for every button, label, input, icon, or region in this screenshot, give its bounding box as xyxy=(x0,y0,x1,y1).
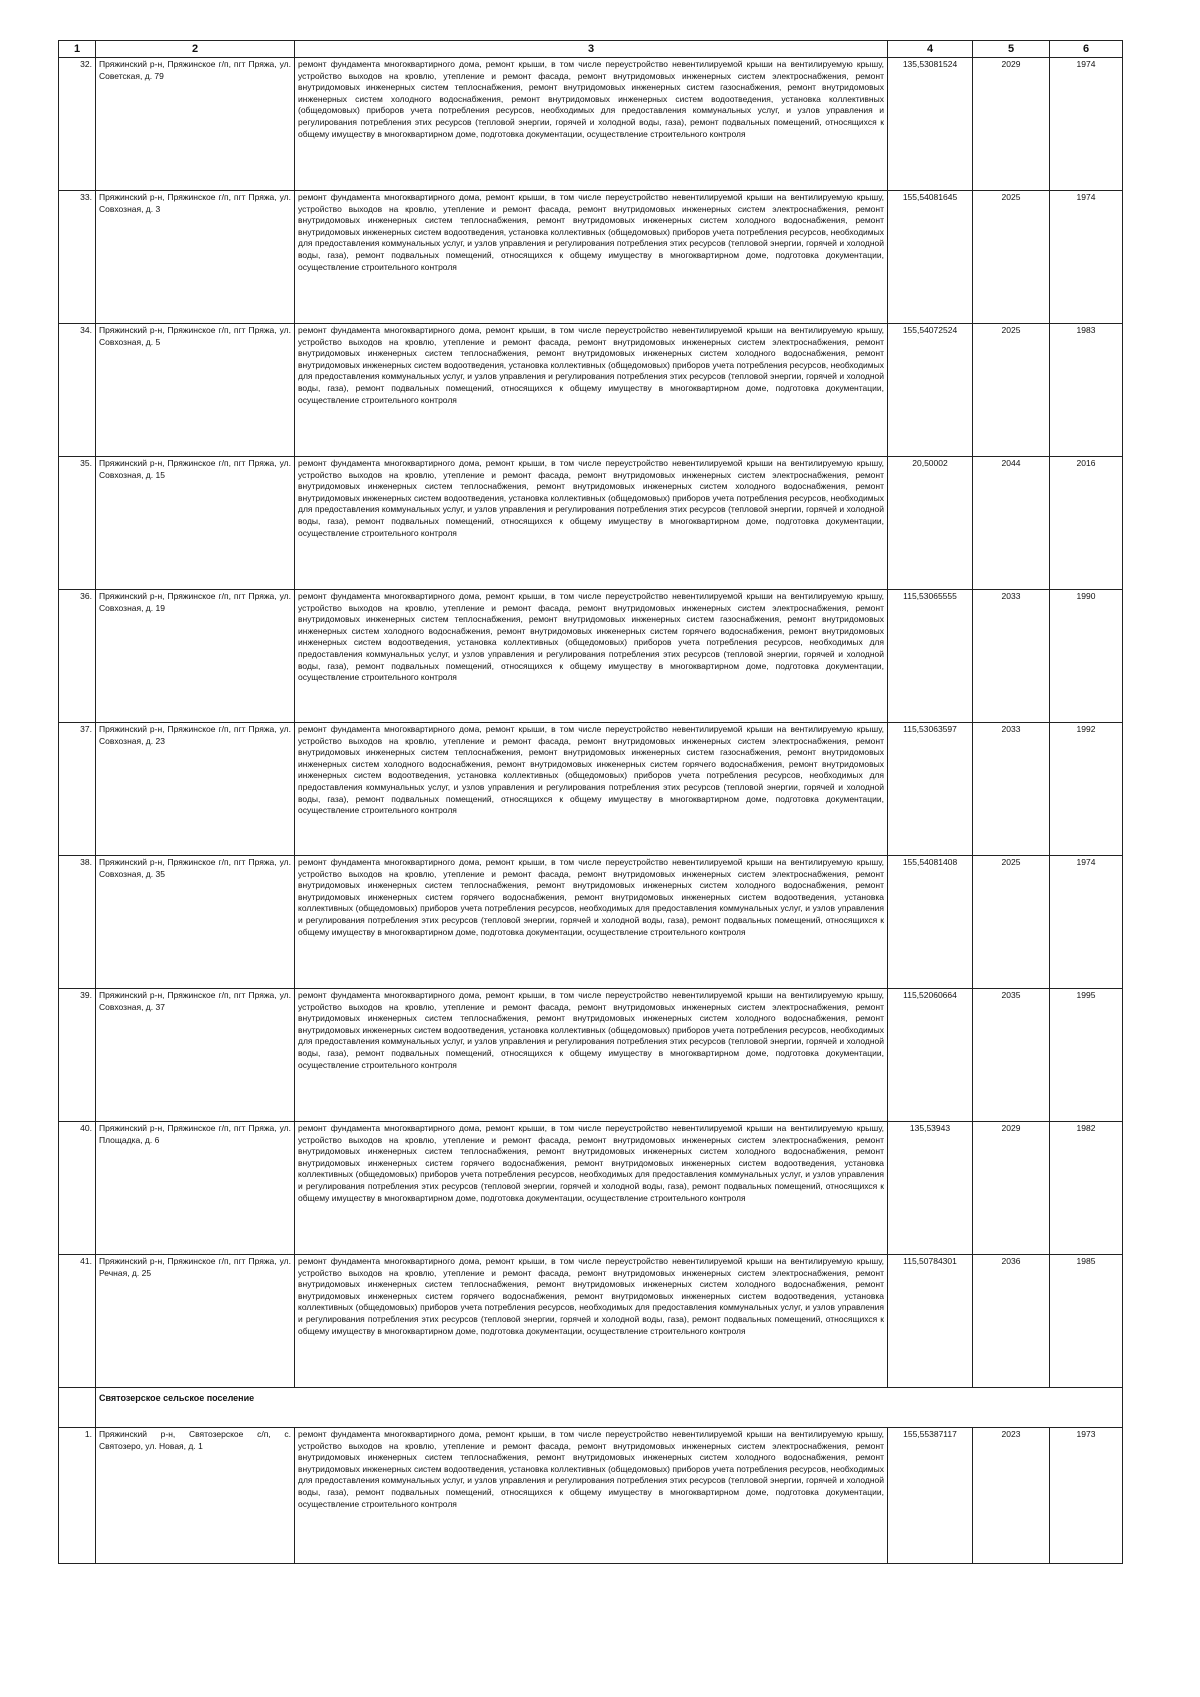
row-year-repair: 2029 xyxy=(973,58,1050,191)
row-number: 33. xyxy=(59,191,96,324)
capital-repair-table xyxy=(58,40,1123,1564)
section-number-cell xyxy=(59,1388,96,1428)
table-row xyxy=(59,191,1123,324)
row-address: Пряжинский р-н, Пряжинское г/п, пгт Пряжа, ул. Совхозная, д. 15 xyxy=(96,457,295,590)
section-title: Святозерское сельское поселение xyxy=(96,1388,1123,1428)
row-cost: 155,54081408 xyxy=(888,856,973,989)
section-header-row xyxy=(59,1388,1123,1428)
row-number: 34. xyxy=(59,324,96,457)
table-row xyxy=(59,1122,1123,1255)
row-year-built: 1974 xyxy=(1050,191,1123,324)
row-year-built: 2016 xyxy=(1050,457,1123,590)
row-address: Пряжинский р-н, Пряжинское г/п, пгт Пряжа, ул. Совхозная, д. 5 xyxy=(96,324,295,457)
document-page xyxy=(58,40,1122,1564)
row-number: 37. xyxy=(59,723,96,856)
row-address: Пряжинский р-н, Пряжинское г/п, пгт Пряжа, ул. Совхозная, д. 19 xyxy=(96,590,295,723)
row-works: ремонт фундамента многоквартирного дома, ремонт крыши, в том числе переустройство невентилируемой крыши на вентилируемую крышу, устройство выходов на кровлю, утепление и ремонт фасада, ремонт внутридомовых инженерных систем электроснабжения, ремонт внутридомовых инженерных систем теплоснабжения, ремонт внутридомовых инженерных систем холодного водоснабжения, ремонт внутридомовых инженерных систем водоотведения, установка коллективных (общедомовых) приборов учета потребления ресурсов, необходимых для предоставления коммунальных услуг, и узлов управления и регулирования потребления этих ресурсов (тепловой энергии, горячей и холодной воды, газа), ремонт подвальных помещений, относящихся к общему имуществу в многоквартирном доме, подготовка документации, осуществление строительного контроля xyxy=(295,1428,888,1564)
row-works: ремонт фундамента многоквартирного дома, ремонт крыши, в том числе переустройство невентилируемой крыши на вентилируемую крышу, устройство выходов на кровлю, утепление и ремонт фасада, ремонт внутридомовых инженерных систем электроснабжения, ремонт внутридомовых инженерных систем теплоснабжения, ремонт внутридомовых инженерных систем холодного водоснабжения, ремонт внутридомовых инженерных систем горячего водоснабжения, ремонт внутридомовых инженерных систем водоотведения, установка коллективных (общедомовых) приборов учета потребления ресурсов, необходимых для предоставления коммунальных услуг, и узлов управления и регулирования потребления этих ресурсов (тепловой энергии, горячей и холодной воды, газа), ремонт подвальных помещений, относящихся к общему имуществу в многоквартирном доме, подготовка документации, осуществление строительного контроля xyxy=(295,1255,888,1388)
table-row xyxy=(59,58,1123,191)
column-header-1: 1 xyxy=(59,41,96,58)
row-address: Пряжинский р-н, Пряжинское г/п, пгт Пряжа, ул. Совхозная, д. 37 xyxy=(96,989,295,1122)
row-year-repair: 2023 xyxy=(973,1428,1050,1564)
row-year-built: 1982 xyxy=(1050,1122,1123,1255)
row-address: Пряжинский р-н, Пряжинское г/п, пгт Пряжа, ул. Советская, д. 79 xyxy=(96,58,295,191)
row-year-repair: 2044 xyxy=(973,457,1050,590)
row-number: 32. xyxy=(59,58,96,191)
row-address: Пряжинский р-н, Святозерское с/п, с. Святозеро, ул. Новая, д. 1 xyxy=(96,1428,295,1564)
table-row xyxy=(59,457,1123,590)
row-works: ремонт фундамента многоквартирного дома, ремонт крыши, в том числе переустройство невентилируемой крыши на вентилируемую крышу, устройство выходов на кровлю, утепление и ремонт фасада, ремонт внутридомовых инженерных систем электроснабжения, ремонт внутридомовых инженерных систем теплоснабжения, ремонт внутридомовых инженерных систем холодного водоснабжения, ремонт внутридомовых инженерных систем горячего водоснабжения, ремонт внутридомовых инженерных систем водоотведения, установка коллективных (общедомовых) приборов учета потребления ресурсов, необходимых для предоставления коммунальных услуг, и узлов управления и регулирования потребления этих ресурсов (тепловой энергии, горячей и холодной воды, газа), ремонт подвальных помещений, относящихся к общему имуществу в многоквартирном доме, подготовка документации, осуществление строительного контроля xyxy=(295,856,888,989)
row-year-built: 1974 xyxy=(1050,58,1123,191)
table-row xyxy=(59,856,1123,989)
row-address: Пряжинский р-н, Пряжинское г/п, пгт Пряжа, ул. Совхозная, д. 23 xyxy=(96,723,295,856)
row-cost: 155,55387117 xyxy=(888,1428,973,1564)
row-cost: 155,54072524 xyxy=(888,324,973,457)
row-cost: 135,53081524 xyxy=(888,58,973,191)
column-header-5: 5 xyxy=(973,41,1050,58)
row-year-repair: 2029 xyxy=(973,1122,1050,1255)
row-year-repair: 2033 xyxy=(973,590,1050,723)
row-year-repair: 2033 xyxy=(973,723,1050,856)
row-cost: 20,50002 xyxy=(888,457,973,590)
table-row xyxy=(59,989,1123,1122)
row-year-repair: 2035 xyxy=(973,989,1050,1122)
row-works: ремонт фундамента многоквартирного дома, ремонт крыши, в том числе переустройство невентилируемой крыши на вентилируемую крышу, устройство выходов на кровлю, утепление и ремонт фасада, ремонт внутридомовых инженерных систем электроснабжения, ремонт внутридомовых инженерных систем теплоснабжения, ремонт внутридомовых инженерных систем газоснабжения, ремонт внутридомовых инженерных систем холодного водоснабжения, ремонт внутридомовых инженерных систем водоотведения, установка коллективных (общедомовых) приборов учета потребления ресурсов, необходимых для предоставления коммунальных услуг, и узлов управления и регулирования потребления этих ресурсов (тепловой энергии, горячей и холодной воды, газа), ремонт подвальных помещений, относящихся к общему имуществу в многоквартирном доме, подготовка документации, осуществление строительного контроля xyxy=(295,58,888,191)
row-number: 39. xyxy=(59,989,96,1122)
row-year-built: 1990 xyxy=(1050,590,1123,723)
row-number: 38. xyxy=(59,856,96,989)
row-year-built: 1985 xyxy=(1050,1255,1123,1388)
row-year-repair: 2025 xyxy=(973,856,1050,989)
row-works: ремонт фундамента многоквартирного дома, ремонт крыши, в том числе переустройство невентилируемой крыши на вентилируемую крышу, устройство выходов на кровлю, утепление и ремонт фасада, ремонт внутридомовых инженерных систем электроснабжения, ремонт внутридомовых инженерных систем теплоснабжения, ремонт внутридомовых инженерных систем газоснабжения, ремонт внутридомовых инженерных систем холодного водоснабжения, ремонт внутридомовых инженерных систем горячего водоснабжения, ремонт внутридомовых инженерных систем водоотведения, установка коллективных (общедомовых) приборов учета потребления ресурсов, необходимых для предоставления коммунальных услуг, и узлов управления и регулирования потребления этих ресурсов (тепловой энергии, горячей и холодной воды, газа), ремонт подвальных помещений, относящихся к общему имуществу в многоквартирном доме, подготовка документации, осуществление строительного контроля xyxy=(295,723,888,856)
row-works: ремонт фундамента многоквартирного дома, ремонт крыши, в том числе переустройство невентилируемой крыши на вентилируемую крышу, устройство выходов на кровлю, утепление и ремонт фасада, ремонт внутридомовых инженерных систем электроснабжения, ремонт внутридомовых инженерных систем теплоснабжения, ремонт внутридомовых инженерных систем холодного водоснабжения, ремонт внутридомовых инженерных систем горячего водоснабжения, ремонт внутридомовых инженерных систем водоотведения, установка коллективных (общедомовых) приборов учета потребления ресурсов, необходимых для предоставления коммунальных услуг, и узлов управления и регулирования потребления этих ресурсов (тепловой энергии, горячей и холодной воды, газа), ремонт подвальных помещений, относящихся к общему имуществу в многоквартирном доме, подготовка документации, осуществление строительного контроля xyxy=(295,1122,888,1255)
row-cost: 115,52060664 xyxy=(888,989,973,1122)
row-number: 41. xyxy=(59,1255,96,1388)
row-works: ремонт фундамента многоквартирного дома, ремонт крыши, в том числе переустройство невентилируемой крыши на вентилируемую крышу, устройство выходов на кровлю, утепление и ремонт фасада, ремонт внутридомовых инженерных систем электроснабжения, ремонт внутридомовых инженерных систем теплоснабжения, ремонт внутридомовых инженерных систем холодного водоснабжения, ремонт внутридомовых инженерных систем водоотведения, установка коллективных (общедомовых) приборов учета потребления ресурсов, необходимых для предоставления коммунальных услуг, и узлов управления и регулирования потребления этих ресурсов (тепловой энергии, горячей и холодной воды, газа), ремонт подвальных помещений, относящихся к общему имуществу в многоквартирном доме, подготовка документации, осуществление строительного контроля xyxy=(295,989,888,1122)
row-works: ремонт фундамента многоквартирного дома, ремонт крыши, в том числе переустройство невентилируемой крыши на вентилируемую крышу, устройство выходов на кровлю, утепление и ремонт фасада, ремонт внутридомовых инженерных систем электроснабжения, ремонт внутридомовых инженерных систем теплоснабжения, ремонт внутридомовых инженерных систем холодного водоснабжения, ремонт внутридомовых инженерных систем водоотведения, установка коллективных (общедомовых) приборов учета потребления ресурсов, необходимых для предоставления коммунальных услуг, и узлов управления и регулирования потребления этих ресурсов (тепловой энергии, горячей и холодной воды, газа), ремонт подвальных помещений, относящихся к общему имуществу в многоквартирном доме, подготовка документации, осуществление строительного контроля xyxy=(295,191,888,324)
row-cost: 135,53943 xyxy=(888,1122,973,1255)
column-header-2: 2 xyxy=(96,41,295,58)
row-year-built: 1983 xyxy=(1050,324,1123,457)
row-address: Пряжинский р-н, Пряжинское г/п, пгт Пряжа, ул. Речная, д. 25 xyxy=(96,1255,295,1388)
row-cost: 115,53063597 xyxy=(888,723,973,856)
row-year-repair: 2025 xyxy=(973,324,1050,457)
row-year-repair: 2025 xyxy=(973,191,1050,324)
row-cost: 155,54081645 xyxy=(888,191,973,324)
table-row xyxy=(59,590,1123,723)
row-number: 40. xyxy=(59,1122,96,1255)
row-works: ремонт фундамента многоквартирного дома, ремонт крыши, в том числе переустройство невентилируемой крыши на вентилируемую крышу, устройство выходов на кровлю, утепление и ремонт фасада, ремонт внутридомовых инженерных систем электроснабжения, ремонт внутридомовых инженерных систем теплоснабжения, ремонт внутридомовых инженерных систем холодного водоснабжения, ремонт внутридомовых инженерных систем водоотведения, установка коллективных (общедомовых) приборов учета потребления ресурсов, необходимых для предоставления коммунальных услуг, и узлов управления и регулирования потребления этих ресурсов (тепловой энергии, горячей и холодной воды, газа), ремонт подвальных помещений, относящихся к общему имуществу в многоквартирном доме, подготовка документации, осуществление строительного контроля xyxy=(295,457,888,590)
row-year-built: 1973 xyxy=(1050,1428,1123,1564)
row-number: 35. xyxy=(59,457,96,590)
row-works: ремонт фундамента многоквартирного дома, ремонт крыши, в том числе переустройство невентилируемой крыши на вентилируемую крышу, устройство выходов на кровлю, утепление и ремонт фасада, ремонт внутридомовых инженерных систем электроснабжения, ремонт внутридомовых инженерных систем теплоснабжения, ремонт внутридомовых инженерных систем газоснабжения, ремонт внутридомовых инженерных систем холодного водоснабжения, ремонт внутридомовых инженерных систем горячего водоснабжения, ремонт внутридомовых инженерных систем водоотведения, установка коллективных (общедомовых) приборов учета потребления ресурсов, необходимых для предоставления коммунальных услуг, и узлов управления и регулирования потребления этих ресурсов (тепловой энергии, горячей и холодной воды, газа), ремонт подвальных помещений, относящихся к общему имуществу в многоквартирном доме, подготовка документации, осуществление строительного контроля xyxy=(295,590,888,723)
table-row xyxy=(59,1255,1123,1388)
row-address: Пряжинский р-н, Пряжинское г/п, пгт Пряжа, ул. Площадка, д. 6 xyxy=(96,1122,295,1255)
header-row xyxy=(59,41,1123,58)
row-year-built: 1974 xyxy=(1050,856,1123,989)
row-number: 1. xyxy=(59,1428,96,1564)
table-row xyxy=(59,1428,1123,1564)
row-address: Пряжинский р-н, Пряжинское г/п, пгт Пряжа, ул. Совхозная, д. 35 xyxy=(96,856,295,989)
row-address: Пряжинский р-н, Пряжинское г/п, пгт Пряжа, ул. Совхозная, д. 3 xyxy=(96,191,295,324)
column-header-3: 3 xyxy=(295,41,888,58)
row-works: ремонт фундамента многоквартирного дома, ремонт крыши, в том числе переустройство невентилируемой крыши на вентилируемую крышу, устройство выходов на кровлю, утепление и ремонт фасада, ремонт внутридомовых инженерных систем электроснабжения, ремонт внутридомовых инженерных систем теплоснабжения, ремонт внутридомовых инженерных систем холодного водоснабжения, ремонт внутридомовых инженерных систем водоотведения, установка коллективных (общедомовых) приборов учета потребления ресурсов, необходимых для предоставления коммунальных услуг, и узлов управления и регулирования потребления этих ресурсов (тепловой энергии, горячей и холодной воды, газа), ремонт подвальных помещений, относящихся к общему имуществу в многоквартирном доме, подготовка документации, осуществление строительного контроля xyxy=(295,324,888,457)
row-year-built: 1992 xyxy=(1050,723,1123,856)
row-year-built: 1995 xyxy=(1050,989,1123,1122)
column-header-4: 4 xyxy=(888,41,973,58)
row-cost: 115,50784301 xyxy=(888,1255,973,1388)
column-header-6: 6 xyxy=(1050,41,1123,58)
row-number: 36. xyxy=(59,590,96,723)
row-year-repair: 2036 xyxy=(973,1255,1050,1388)
row-cost: 115,53065555 xyxy=(888,590,973,723)
table-row xyxy=(59,723,1123,856)
table-row xyxy=(59,324,1123,457)
